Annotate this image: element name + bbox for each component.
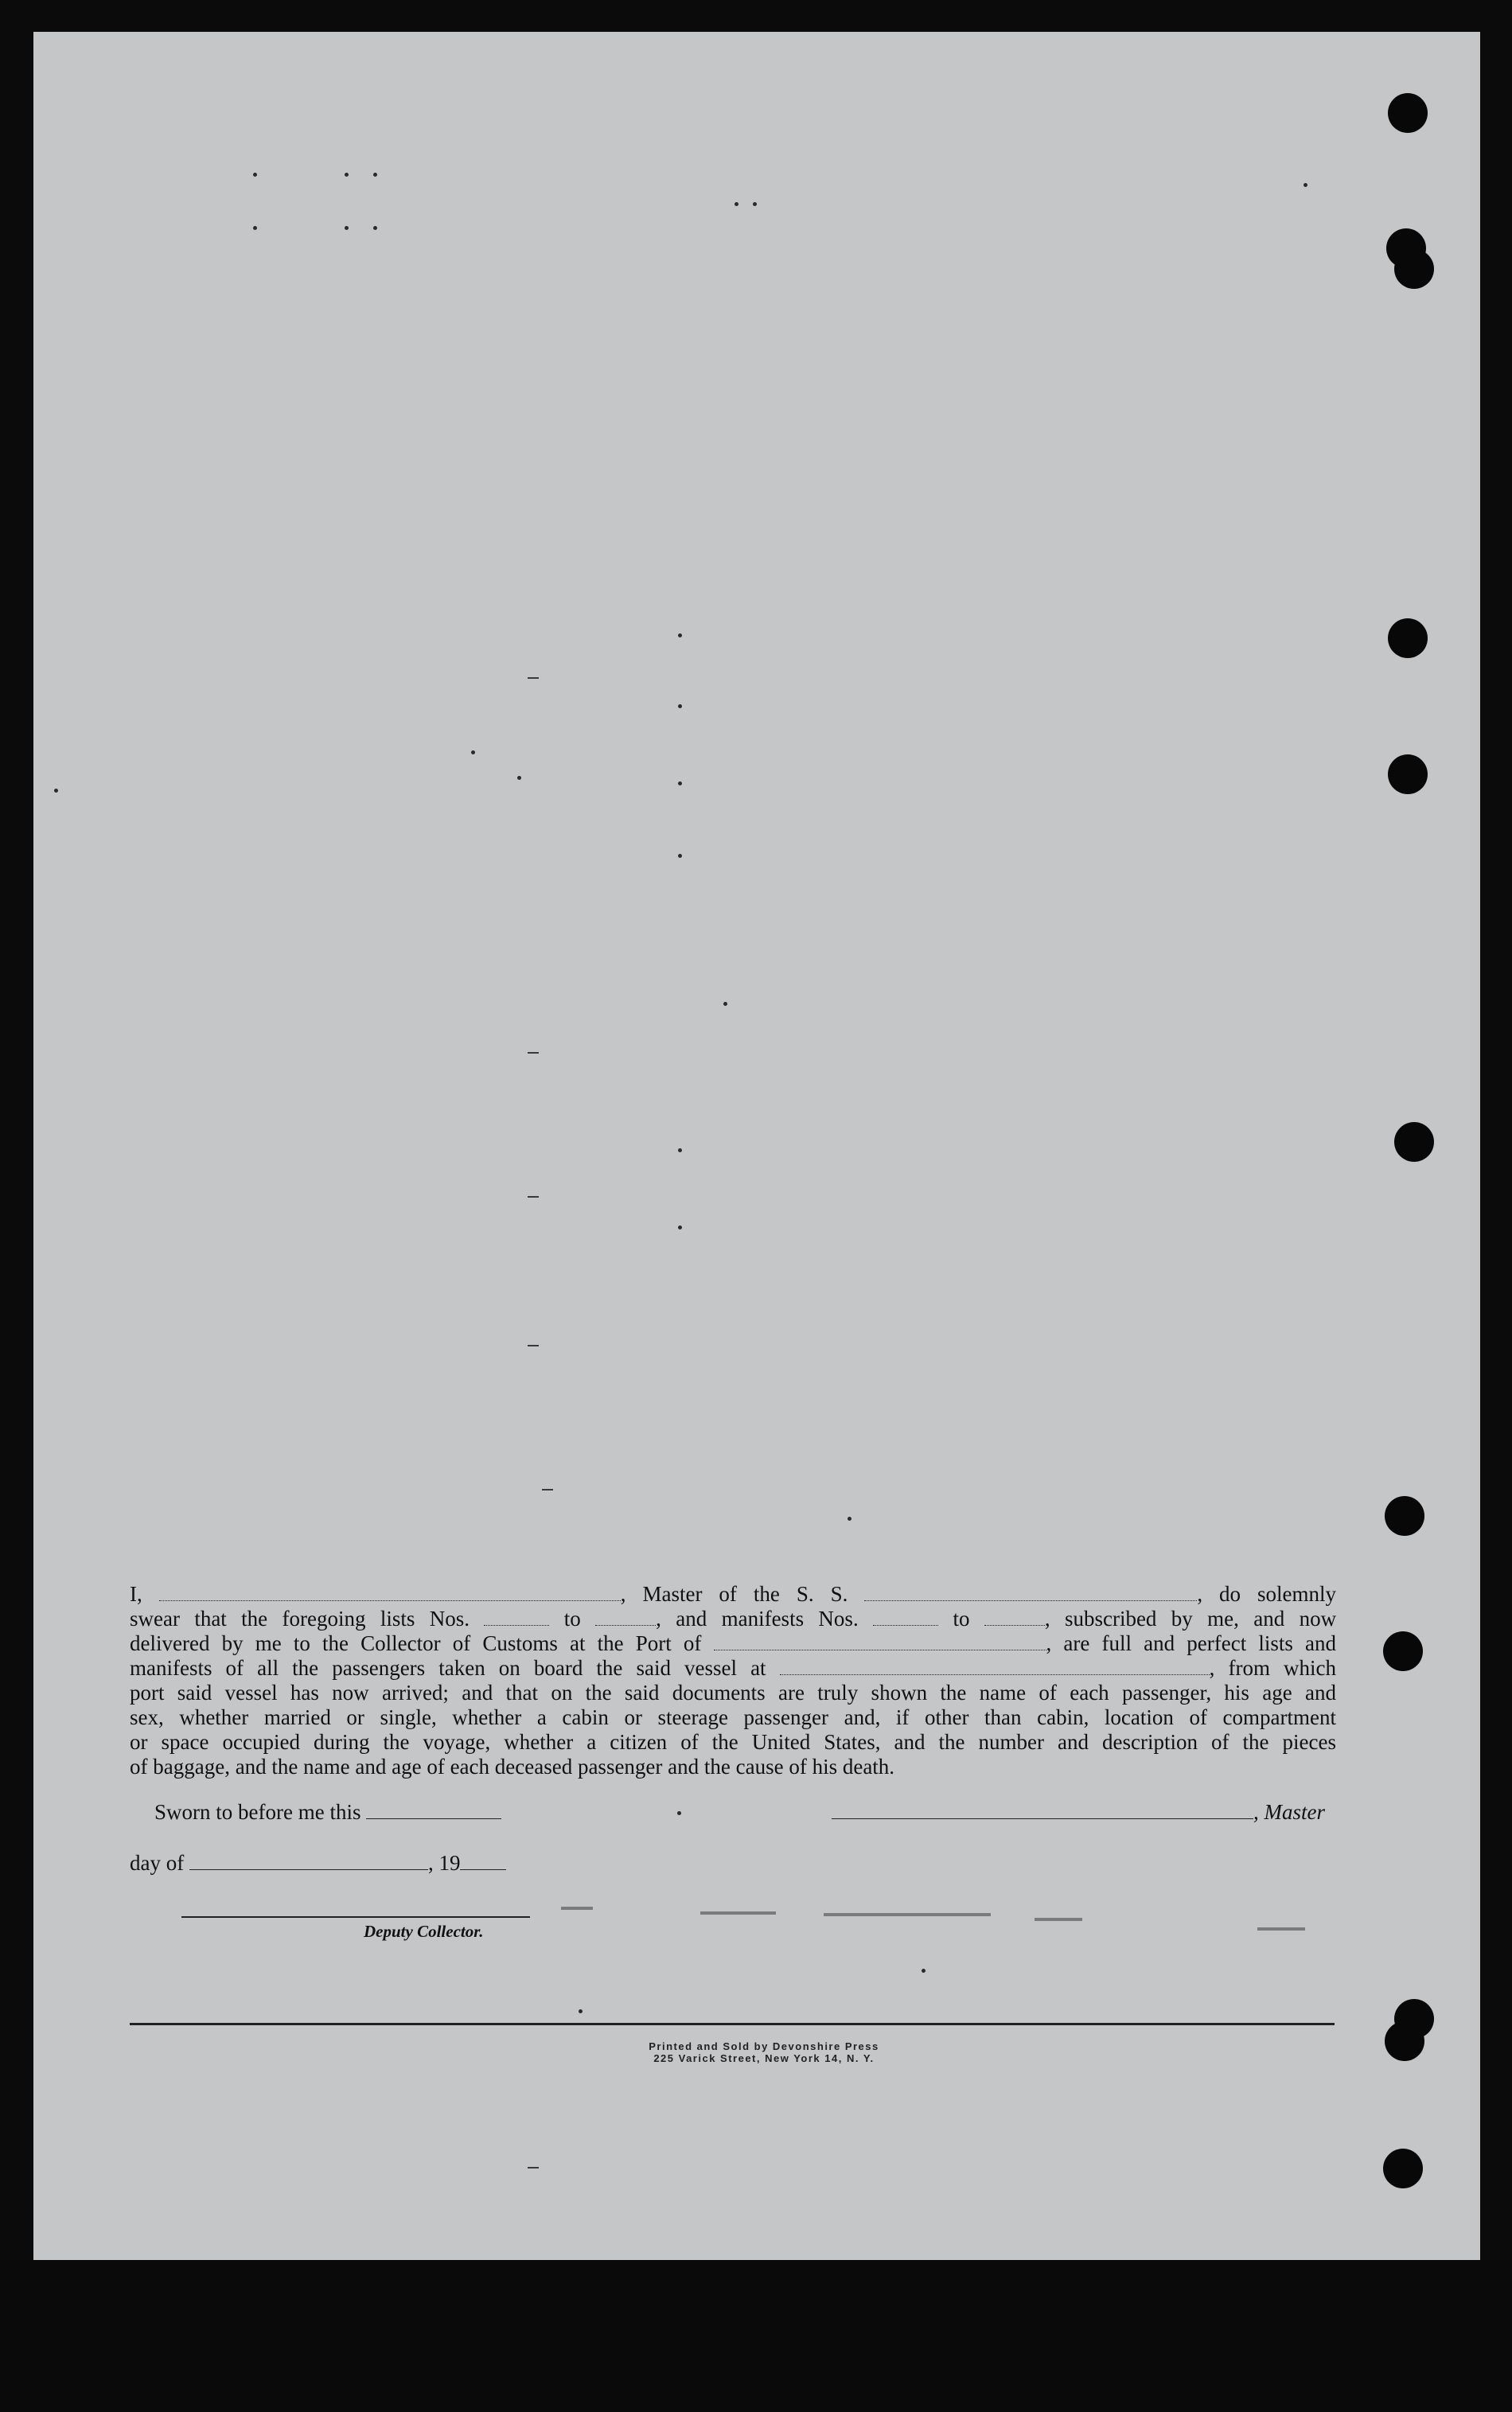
scan-speck: [345, 226, 349, 230]
scan-speck: [517, 776, 521, 780]
lists-to-blank[interactable]: [595, 1607, 656, 1626]
scan-speck: [54, 789, 58, 793]
ship-name-blank[interactable]: [864, 1583, 1197, 1601]
scan-mark: [528, 677, 539, 679]
oath-line-1: [130, 1582, 1336, 1607]
punch-hole-1: [1388, 93, 1428, 133]
scan-smudge: [561, 1907, 593, 1910]
day-of-line: [130, 1851, 506, 1876]
punch-hole-10: [1385, 2021, 1424, 2061]
scan-speck: [678, 704, 682, 708]
scan-speck: [678, 781, 682, 785]
sworn-label: Sworn to before me this: [154, 1800, 361, 1824]
scan-speck: [579, 2009, 583, 2013]
punch-hole-11: [1383, 2149, 1423, 2188]
scan-speck: [471, 750, 475, 754]
do-solemnly-text: , do solemnly: [1197, 1582, 1337, 1606]
printer-line-1: Printed and Sold by Devonshire Press: [649, 2040, 879, 2052]
day-of-label: day of: [130, 1851, 185, 1875]
oath-line-7: or space occupied during the voyage, whether a citizen of the United States, and the number and description of the pieces: [130, 1730, 1336, 1754]
scan-speck: [678, 1225, 682, 1229]
scan-mark: [528, 2167, 539, 2168]
oath-line-8: of baggage, and the name and age of each deceased passenger and the cause of his death.: [130, 1755, 895, 1779]
master-signature-blank[interactable]: [832, 1801, 1253, 1819]
master-label: , Master: [1253, 1800, 1325, 1824]
scan-speck: [723, 1002, 727, 1006]
scan-speck: [678, 1148, 682, 1152]
printer-imprint: [525, 2040, 1003, 2064]
scan-smudge: [1257, 1927, 1305, 1931]
oath-paragraph: [130, 1582, 1336, 1779]
port-of-text: delivered by me to the Collector of Customs at the Port of: [130, 1631, 702, 1655]
scan-speck: [922, 1969, 926, 1973]
punch-hole-7: [1385, 1496, 1424, 1536]
form-sheet: [33, 32, 1480, 2260]
lists-nos-text: swear that the foregoing lists Nos.: [130, 1607, 470, 1631]
scan-speck: [677, 1811, 681, 1815]
scan-speck: [373, 226, 377, 230]
scan-border: [0, 2260, 1512, 2412]
scan-speck: [678, 633, 682, 637]
oath-line-3: [130, 1631, 1336, 1656]
punch-hole-5: [1388, 754, 1428, 794]
lists-from-blank[interactable]: [484, 1607, 549, 1626]
oath-i: I,: [130, 1582, 142, 1606]
master-name-blank[interactable]: [159, 1583, 621, 1601]
scan-speck: [253, 226, 257, 230]
scan-mark: [542, 1489, 553, 1490]
oath-line-2: [130, 1607, 1336, 1631]
footer-rule: [130, 2023, 1335, 2025]
scan-speck: [848, 1517, 851, 1521]
year-prefix: , 19: [427, 1851, 461, 1875]
full-perfect-text: , are full and perfect lists and: [1046, 1631, 1336, 1655]
master-signature-line: [832, 1800, 1325, 1825]
deputy-signature-line[interactable]: [181, 1916, 530, 1918]
sworn-line: [154, 1800, 501, 1825]
manifests-to-blank[interactable]: [984, 1607, 1045, 1626]
scan-speck: [753, 202, 757, 206]
vessel-at-text: manifests of all the passengers taken on board the said vessel at: [130, 1656, 766, 1680]
scan-smudge: [1035, 1918, 1082, 1921]
manifests-from-blank[interactable]: [873, 1607, 938, 1626]
to-text-1: to: [563, 1607, 581, 1631]
to-text-2: to: [953, 1607, 970, 1631]
scan-speck: [253, 173, 257, 177]
scan-speck: [735, 202, 738, 206]
month-blank[interactable]: [189, 1852, 428, 1870]
scan-smudge: [700, 1911, 776, 1915]
origin-port-blank[interactable]: [780, 1657, 1210, 1675]
deputy-collector-label: Deputy Collector.: [364, 1922, 484, 1941]
from-which-text: , from which: [1209, 1656, 1336, 1680]
manifests-nos-text: , and manifests Nos.: [656, 1607, 859, 1631]
scan-speck: [345, 173, 349, 177]
scan-mark: [528, 1345, 539, 1346]
punch-hole-4: [1388, 618, 1428, 658]
oath-line-5: port said vessel has now arrived; and that on the said documents are truly shown the name of each passenger, his age and: [130, 1681, 1336, 1705]
scan-mark: [528, 1196, 539, 1198]
oath-line-6: sex, whether married or single, whether a cabin or steerage passenger and, if other than cabin, location of compartment: [130, 1705, 1336, 1729]
scan-smudge: [824, 1913, 991, 1916]
master-of-ss-text: , Master of the S. S.: [620, 1582, 848, 1606]
scan-speck: [1304, 183, 1307, 187]
scan-speck: [373, 173, 377, 177]
year-blank[interactable]: [460, 1852, 506, 1870]
punch-hole-6: [1394, 1122, 1434, 1162]
port-blank[interactable]: [714, 1632, 1046, 1650]
oath-line-4: [130, 1656, 1336, 1681]
scan-mark: [528, 1052, 539, 1054]
printer-line-2: 225 Varick Street, New York 14, N. Y.: [653, 2052, 875, 2064]
scan-speck: [678, 854, 682, 858]
sworn-day-blank[interactable]: [366, 1801, 501, 1819]
punch-hole-3: [1394, 249, 1434, 289]
subscribed-text: , subscribed by me, and now: [1044, 1607, 1337, 1631]
punch-hole-8: [1383, 1631, 1423, 1671]
